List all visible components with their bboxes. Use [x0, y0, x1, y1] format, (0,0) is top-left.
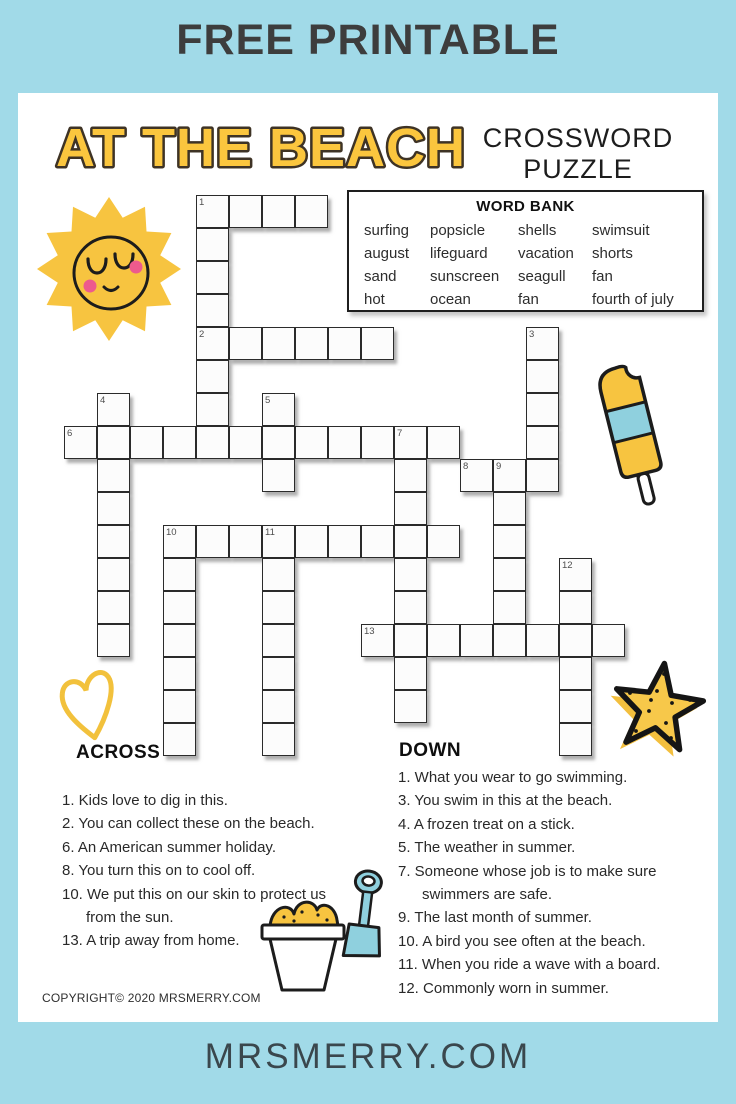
grid-cell: [196, 294, 229, 327]
down-clue: 11. When you ride a wave with a board.: [398, 956, 661, 974]
grid-cell: [97, 492, 130, 525]
down-clues: [398, 766, 702, 1000]
subtitle-line-2: PUZZLE: [523, 154, 633, 184]
cell-number: 5: [265, 395, 271, 406]
grid-cell: [163, 624, 196, 657]
grid-cell: [229, 426, 262, 459]
sand-bucket-shovel-icon: [250, 868, 395, 996]
grid-cell: [262, 723, 295, 756]
grid-cell: [295, 525, 328, 558]
down-clue: 5. The weather in summer.: [398, 839, 576, 857]
down-clue: 4. A frozen treat on a stick.: [398, 815, 575, 833]
across-clue: 10. We put this on our skin to protect us from the sun.: [62, 885, 327, 927]
grid-cell: [394, 624, 427, 657]
grid-cell: [262, 393, 295, 426]
grid-cell: [262, 657, 295, 690]
grid-cell: [163, 657, 196, 690]
grid-cell: [559, 690, 592, 723]
grid-cell: [196, 393, 229, 426]
cell-number: 11: [265, 527, 275, 538]
grid-cell: [229, 195, 262, 228]
word-bank-word: surfing: [364, 222, 410, 239]
grid-cell: [262, 690, 295, 723]
popsicle-icon: [582, 354, 677, 516]
cell-number: 3: [529, 329, 535, 340]
grid-cell: [493, 525, 526, 558]
grid-cell: [394, 558, 427, 591]
grid-cell: [394, 459, 427, 492]
grid-cell: [262, 426, 295, 459]
grid-cell: [559, 591, 592, 624]
grid-cell: [97, 558, 130, 591]
grid-cell: [526, 360, 559, 393]
grid-cell: [361, 327, 394, 360]
grid-cell: [163, 690, 196, 723]
grid-cell: [526, 459, 559, 492]
grid-cell: [493, 459, 526, 492]
grid-cell: [394, 492, 427, 525]
cell-number: 2: [199, 329, 205, 340]
grid-cell: [526, 426, 559, 459]
grid-cell: [493, 591, 526, 624]
grid-cell: [163, 426, 196, 459]
copyright-text: COPYRIGHT© 2020 MRSMERRY.COM: [42, 991, 261, 1005]
grid-cell: [163, 591, 196, 624]
grid-cell: [361, 426, 394, 459]
grid-cell: [361, 624, 394, 657]
across-clue: 8. You turn this on to cool off.: [62, 862, 256, 880]
page-subtitle: [482, 123, 674, 185]
across-clue: 1. Kids love to dig in this.: [62, 792, 228, 809]
grid-cell: [196, 426, 229, 459]
cell-number: 7: [397, 428, 403, 439]
grid-cell: [328, 327, 361, 360]
grid-cell: [295, 426, 328, 459]
grid-cell: [493, 624, 526, 657]
footer-site-name: MRSMERRY.COM: [204, 1037, 532, 1076]
grid-cell: [427, 624, 460, 657]
banner-title: FREE PRINTABLE: [176, 16, 560, 64]
subtitle-line-1: CROSSWORD: [482, 123, 674, 153]
grid-cell: [559, 657, 592, 690]
grid-cell: [64, 426, 97, 459]
grid-cell: [394, 591, 427, 624]
word-bank-word: fourth of july: [592, 291, 674, 308]
grid-cell: [394, 657, 427, 690]
word-bank-word: fan: [592, 268, 613, 285]
grid-cell: [394, 426, 427, 459]
across-clue: 6. An American summer holiday.: [62, 838, 276, 856]
down-title: DOWN: [399, 740, 462, 761]
grid-cell: [559, 723, 592, 756]
grid-cell: [97, 459, 130, 492]
cell-number: 9: [496, 461, 502, 472]
grid-cell: [196, 195, 229, 228]
word-bank-word: august: [364, 245, 410, 262]
grid-cell: [526, 327, 559, 360]
page-title: AT THE BEACH: [56, 118, 466, 178]
grid-cell: [97, 426, 130, 459]
grid-cell: [559, 558, 592, 591]
grid-cell: [196, 261, 229, 294]
cell-number: 8: [463, 461, 469, 472]
grid-cell: [328, 426, 361, 459]
grid-cell: [229, 327, 262, 360]
down-clue: 10. A bird you see often at the beach.: [398, 932, 646, 950]
cell-number: 10: [166, 527, 177, 538]
grid-cell: [130, 426, 163, 459]
grid-cell: [460, 624, 493, 657]
grid-cell: [460, 459, 493, 492]
grid-cell: [97, 624, 130, 657]
word-bank-word: popsicle: [430, 222, 486, 239]
grid-cell: [262, 591, 295, 624]
grid-cell: [427, 525, 460, 558]
down-clue: 3. You swim in this at the beach.: [398, 792, 613, 810]
word-bank-word: swimsuit: [592, 222, 650, 239]
down-clue: 12. Commonly worn in summer.: [398, 979, 609, 997]
grid-cell: [394, 690, 427, 723]
grid-cell: [262, 558, 295, 591]
grid-cell: [163, 525, 196, 558]
crossword-grid: [64, 195, 625, 756]
grid-cell: [262, 525, 295, 558]
word-bank-word: hot: [364, 291, 385, 308]
grid-cell: [196, 327, 229, 360]
heart-icon: [52, 660, 130, 748]
grid-cell: [97, 525, 130, 558]
grid-cell: [196, 360, 229, 393]
grid-cell: [262, 624, 295, 657]
word-bank-word: sunscreen: [430, 268, 500, 285]
grid-cell: [97, 393, 130, 426]
grid-cell: [493, 558, 526, 591]
grid-cell: [328, 525, 361, 558]
word-bank-word: seagull: [518, 268, 566, 285]
cell-number: 12: [562, 560, 573, 571]
grid-cell: [394, 525, 427, 558]
grid-cell: [295, 327, 328, 360]
grid-cell: [163, 723, 196, 756]
word-bank-word: vacation: [518, 245, 574, 262]
grid-cell: [361, 525, 394, 558]
across-title: ACROSS: [76, 742, 161, 763]
grid-cell: [163, 558, 196, 591]
word-bank-word: sand: [364, 268, 397, 285]
cell-number: 1: [199, 197, 205, 208]
grid-cell: [262, 459, 295, 492]
word-bank-word: ocean: [430, 291, 471, 308]
word-bank-title: WORD BANK: [476, 198, 575, 215]
page-title-wrap: [54, 112, 504, 184]
grid-cell: [526, 393, 559, 426]
grid-cell: [262, 327, 295, 360]
word-bank-word: shorts: [592, 245, 633, 262]
cell-number: 6: [67, 428, 73, 439]
word-bank-word: lifeguard: [430, 245, 488, 262]
across-clue: 13. A trip away from home.: [62, 932, 240, 950]
down-clue: 7. Someone whose job is to make sure swimmers are safe.: [398, 862, 657, 904]
word-bank-word: shells: [518, 222, 557, 239]
down-clue: 1. What you wear to go swimming.: [398, 769, 628, 786]
across-clue: 2. You can collect these on the beach.: [62, 815, 315, 833]
grid-cell: [229, 525, 262, 558]
grid-cell: [262, 195, 295, 228]
grid-cell: [196, 228, 229, 261]
down-clue: 9. The last month of summer.: [398, 909, 592, 927]
grid-cell: [493, 492, 526, 525]
starfish-icon: [602, 650, 708, 758]
grid-cell: [97, 591, 130, 624]
grid-cell: [559, 624, 592, 657]
cell-number: 13: [364, 626, 375, 637]
grid-cell: [427, 426, 460, 459]
cell-number: 4: [100, 395, 106, 406]
grid-cell: [295, 195, 328, 228]
grid-cell: [196, 525, 229, 558]
word-bank-word: fan: [518, 291, 539, 308]
grid-cell: [526, 624, 559, 657]
